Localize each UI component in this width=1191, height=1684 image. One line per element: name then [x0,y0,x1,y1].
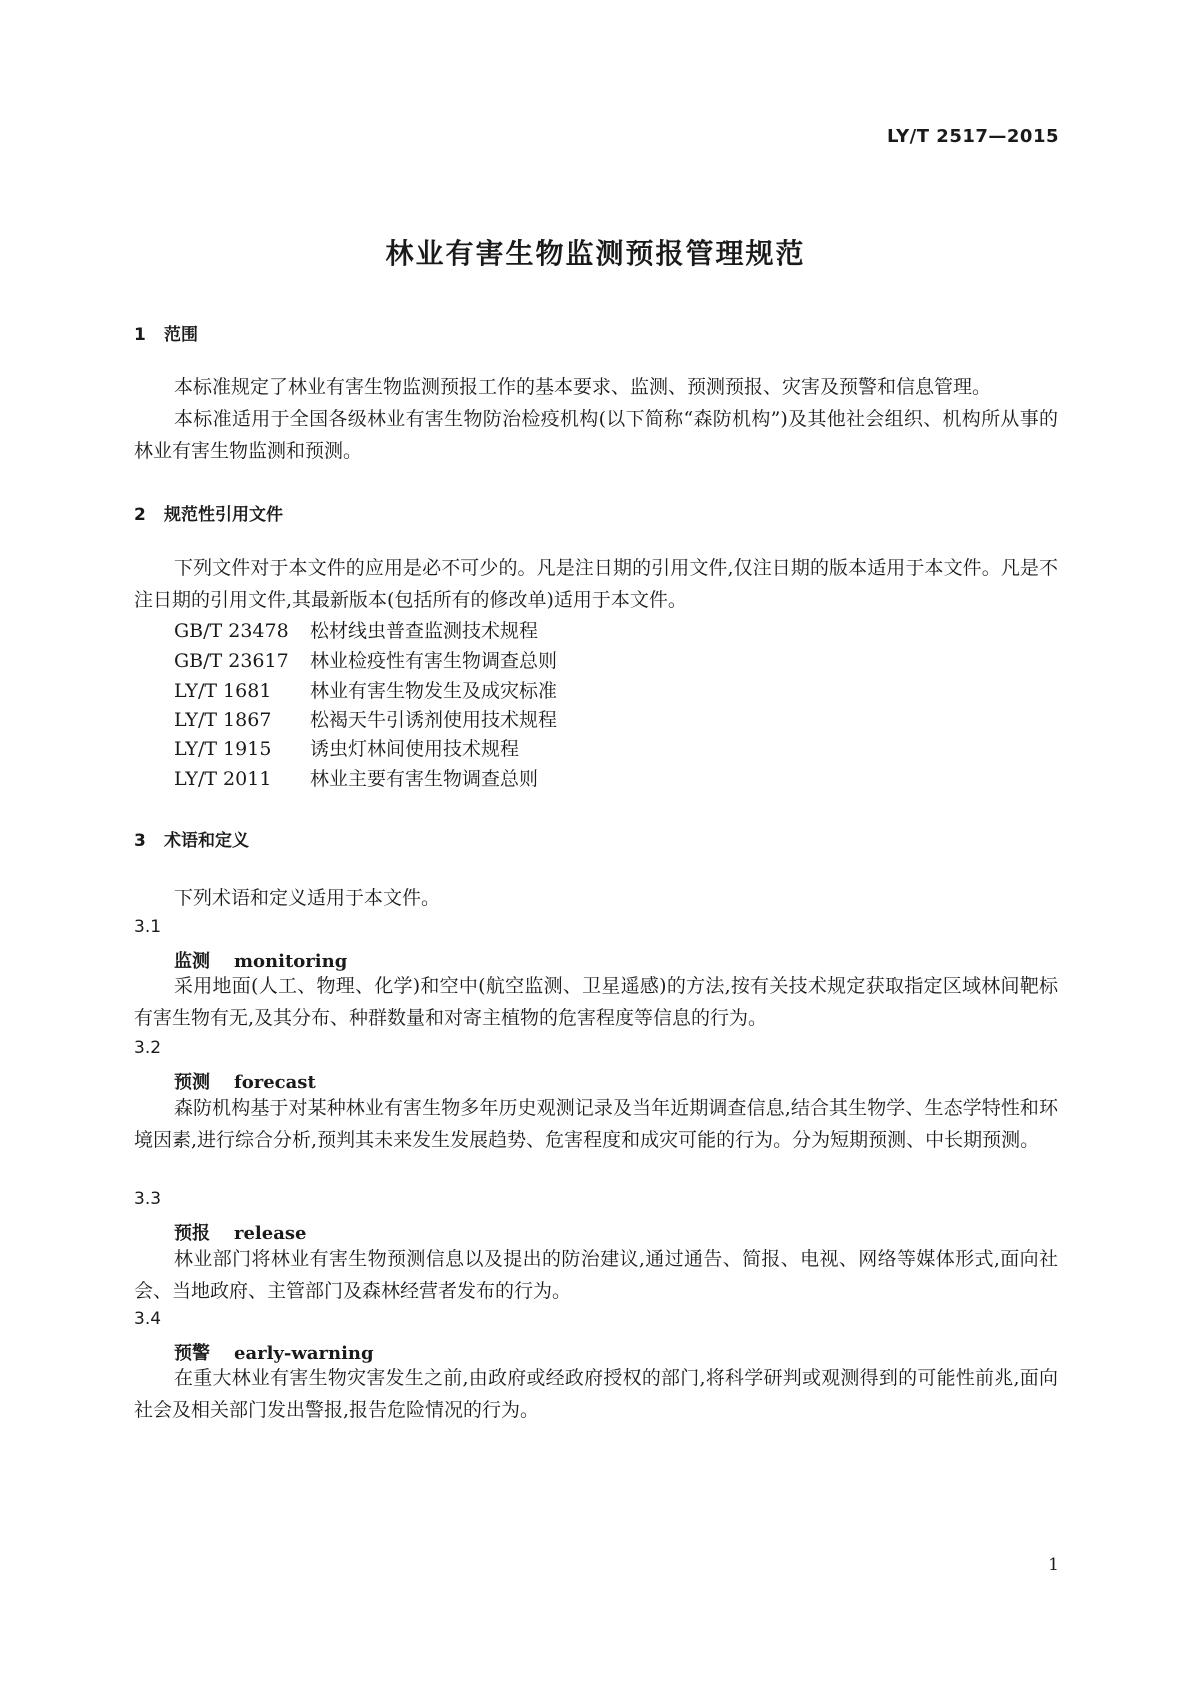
term-definition: 在重大林业有害生物灾害发生之前,由政府或经政府授权的部门,将科学研判或观测得到的可能性前兆,面向社会及相关部门发出警报,报告危险情况的行为。 [134,1367,1058,1421]
section-3-heading [134,826,1058,851]
reference-code: LY/T 1681 [174,680,272,702]
standard-code: LY/T 2517—2015 [886,126,1059,147]
section-2-heading [134,500,1058,525]
reference-item [134,763,1098,795]
term-en: forecast [234,1072,316,1093]
term-zh: 预测 [174,1072,210,1093]
reference-item [134,615,1098,647]
reference-item [134,733,1098,765]
term-en: release [234,1223,307,1244]
section-1-heading [134,320,1058,345]
reference-name: 林业有害生物发生及成灾标准 [310,680,558,702]
page-number: 1 [1048,1555,1059,1575]
reference-code: GB/T 23478 [174,620,289,642]
term-en: early-warning [234,1343,374,1364]
term-definition: 森防机构基于对某种林业有害生物多年历史观测记录及当年近期调查信息,结合其生物学、生态学特性和环境因素,进行综合分析,预判其未来发生发展趋势、危害程度和成灾可能的行为。分为短期预测、中长期预测。 [134,1097,1058,1151]
clause-number: 3.4 [134,1309,162,1329]
reference-name: 松材线虫普查监测技术规程 [310,620,539,642]
reference-code: LY/T 1915 [174,738,272,760]
reference-item [134,645,1098,677]
term-zh: 监测 [174,951,210,972]
term-definition: 采用地面(人工、物理、化学)和空中(航空监测、卫星遥感)的方法,按有关技术规定获取指定区域林间靶标有害生物有无,及其分布、种群数量和对寄主植物的危害程度等信息的行为。 [134,975,1058,1029]
section-3-intro: 下列术语和定义适用于本文件。 [174,887,441,909]
reference-name: 松褐天牛引诱剂使用技术规程 [310,709,558,731]
term-zh: 预警 [174,1343,210,1364]
term-en: monitoring [234,951,348,972]
term-heading [134,1068,1098,1094]
reference-name: 诱虫灯林间使用技术规程 [310,738,520,760]
document-title: 林业有害生物监测预报管理规范 [385,237,806,270]
term-heading [134,1219,1098,1245]
section-title: 范围 [164,325,198,345]
section-number: 2 [134,505,146,525]
clause-number: 3.1 [134,917,162,937]
clause-number: 3.3 [134,1189,162,1209]
section-1-paragraph-1: 本标准规定了林业有害生物监测预报工作的基本要求、监测、预测预报、灾害及预警和信息管理。 [174,376,992,398]
term-definition: 林业部门将林业有害生物预测信息以及提出的防治建议,通过通告、简报、电视、网络等媒体形式,面向社会、当地政府、主管部门及森林经营者发布的行为。 [134,1248,1058,1302]
reference-name: 林业检疫性有害生物调查总则 [310,650,558,672]
section-2-paragraph-1: 下列文件对于本文件的应用是必不可少的。凡是注日期的引用文件,仅注日期的版本适用于本文件。凡是不注日期的引用文件,其最新版本(包括所有的修改单)适用于本文件。 [134,557,1058,611]
reference-code: LY/T 1867 [174,709,272,731]
section-title: 术语和定义 [164,831,249,851]
reference-item [134,675,1098,707]
section-number: 1 [134,325,146,345]
section-1-paragraph-2: 本标准适用于全国各级林业有害生物防治检疫机构(以下简称“森防机构”)及其他社会组织、机构所从事的林业有害生物监测和预测。 [134,408,1058,462]
reference-code: LY/T 2011 [174,768,272,790]
section-title: 规范性引用文件 [164,505,283,525]
reference-name: 林业主要有害生物调查总则 [310,768,539,790]
reference-item [134,704,1098,736]
section-number: 3 [134,831,146,851]
reference-code: GB/T 23617 [174,650,289,672]
clause-number: 3.2 [134,1038,162,1058]
term-zh: 预报 [174,1223,210,1244]
